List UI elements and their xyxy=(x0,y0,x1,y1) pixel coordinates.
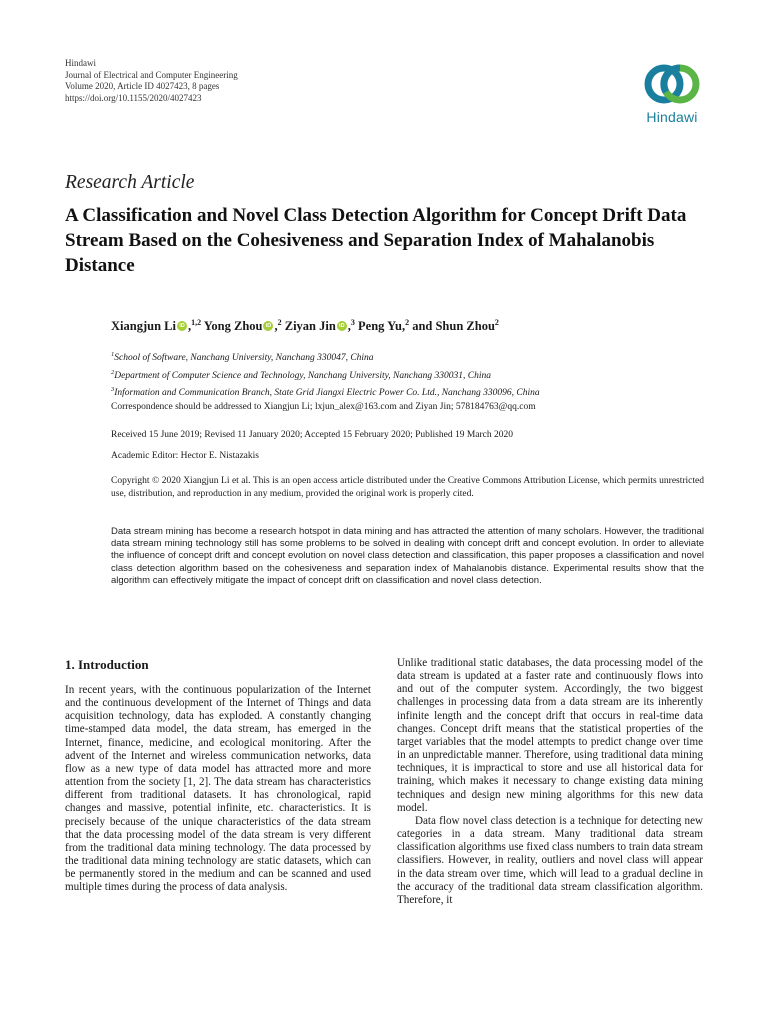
author-name: Xiangjun Li xyxy=(111,319,176,334)
abstract: Data stream mining has become a research hotspot in data mining and has attracted the attention of many scholars. However, the traditional data stream mining technology still has some problems to be solved in dealing with concept drift and concept evolution. In order to alleviate the influence of concept drift and concept evolution on novel class detection and classification, this paper proposes a classification and novel class detection algorithm based on the cohesiveness and separation index of Mahalanobis distance. Experimental results show that the algorithm can effectively mitigate the impact of concept drift on classification and novel class detection. xyxy=(111,526,704,586)
doi-link[interactable]: https://doi.org/10.1155/2020/4027423 xyxy=(65,92,202,103)
journal-meta xyxy=(65,58,238,104)
orcid-icon[interactable] xyxy=(337,321,347,331)
affil-number: 2 xyxy=(111,368,115,376)
hindawi-logo-icon xyxy=(642,60,702,108)
correspondence: Correspondence should be addressed to Xiangjun Li; lxjun_alex@163.com and Ziyan Jin; 578184763@qq.com xyxy=(111,402,536,412)
author-affil-marker: 2 xyxy=(405,318,410,327)
author-name: Ziyan Jin xyxy=(284,319,336,334)
logo-wordmark: Hindawi xyxy=(646,109,698,125)
affil-text: Department of Computer Science and Technology, Nanchang University, Nanchang 330031, China xyxy=(114,370,491,381)
copyright-notice: Copyright © 2020 Xiangjun Li et al. This is an open access article distributed under the Creative Commons Attribution License, which permits unrestricted use, distribution, and reproduction in any medium, provided the original work is properly cited. xyxy=(111,476,704,499)
affiliation xyxy=(111,366,540,384)
author-name: Yong Zhou xyxy=(203,319,263,334)
author-affil-marker: 2 xyxy=(494,318,499,327)
affiliation xyxy=(111,383,540,401)
author-affil-marker: 3 xyxy=(350,318,355,327)
affil-number: 3 xyxy=(111,386,115,394)
paper-title: A Classification and Novel Class Detection Algorithm for Concept Drift Data Stream Based on the Cohesiveness and Separation Index of Mahalanobis Distance xyxy=(65,205,687,276)
body-column-right xyxy=(397,657,703,907)
author-list: Xiangjun LiiD ,$^{1,2}$ Yong ZhouiD ,$^2$ Ziyan JiniD ,$^3$ Peng Yu,$^2$ and Shun Zhou$^2$ xyxy=(111,318,499,334)
affil-text: Information and Communication Branch, State Grid Jiangxi Electric Power Co. Ltd., Nanchang 330096, China xyxy=(114,388,540,399)
volume-info: Volume 2020, Article ID 4027423, 8 pages xyxy=(65,81,220,91)
body-column-left xyxy=(65,684,371,895)
section-heading: 1. Introduction xyxy=(65,657,149,672)
hindawi-logo xyxy=(632,60,712,135)
affil-number: 1 xyxy=(111,351,115,358)
affil-text: School of Software, Nanchang University, Nanchang 330047, China xyxy=(114,353,374,364)
paragraph: In recent years, with the continuous popularization of the Internet and the continuous development of the Internet of Things and data acquisition technology, data has exploded. A constantly changing time-stamped data model, the data stream, has emerged in the Internet, finance, medicine, and ecological monitoring. After the advent of the Internet and wireless communication networks, data flow as a new type of data model has attracted more and more attention from the society [1, 2]. The data stream has characteristics different from traditional datasets. It has chronological, rapid changes and massive, potential infinite, etc. characteristics. It is precisely because of the unique characteristics of the data stream that the data processing model of the data stream is very different from the traditional data mining technology. The data processed by the traditional data mining technology are static datasets, which can be permanently stored in the medium and can be scanned and used multiple times during the process of data analysis. xyxy=(65,684,371,894)
orcid-icon[interactable] xyxy=(263,321,273,331)
author-affil-marker: 1,2 xyxy=(191,318,202,327)
article-type: Research Article xyxy=(65,172,195,193)
author-name: Peng Yu xyxy=(358,319,402,334)
publisher-name: Hindawi xyxy=(65,58,96,68)
paragraph: Data flow novel class detection is a technique for detecting new categories in a data stream. Many traditional data stream classification algorithms use fixed class numbers to train data stream classifiers. However, in reality, outliers and novel class will appear in the data stream over time, which will lead to a gradual decline in the accuracy of the traditional data stream classification algorithm. Therefore, it xyxy=(397,814,703,906)
journal-name: Journal of Electrical and Computer Engineering xyxy=(65,69,238,80)
affiliation xyxy=(111,348,540,366)
academic-editor: Academic Editor: Hector E. Nistazakis xyxy=(111,451,259,461)
paragraph: Unlike traditional static databases, the data processing model of the data stream is updated at a faster rate and continuously flows into and out of the computer system. Accordingly, the two biggest challenges in processing data from a data stream are its inherently infinite length and the concept drift that occurs in real-time data changes. Concept drift means that the statistical properties of the target variables that the model attempts to predict change over time in an unpredictable manner. Therefore, using traditional data mining techniques, it is impractical to store and use all historical data for training, which makes it necessary to change existing data mining techniques and design new mining algorithms for this new data model. xyxy=(397,657,703,814)
author-affil-marker: 2 xyxy=(277,318,282,327)
author-name: Shun Zhou xyxy=(435,319,495,334)
affiliations xyxy=(111,348,540,401)
orcid-icon[interactable] xyxy=(177,321,187,331)
publication-dates: Received 15 June 2019; Revised 11 January 2020; Accepted 15 February 2020; Published 19 March 2020 xyxy=(111,430,514,440)
